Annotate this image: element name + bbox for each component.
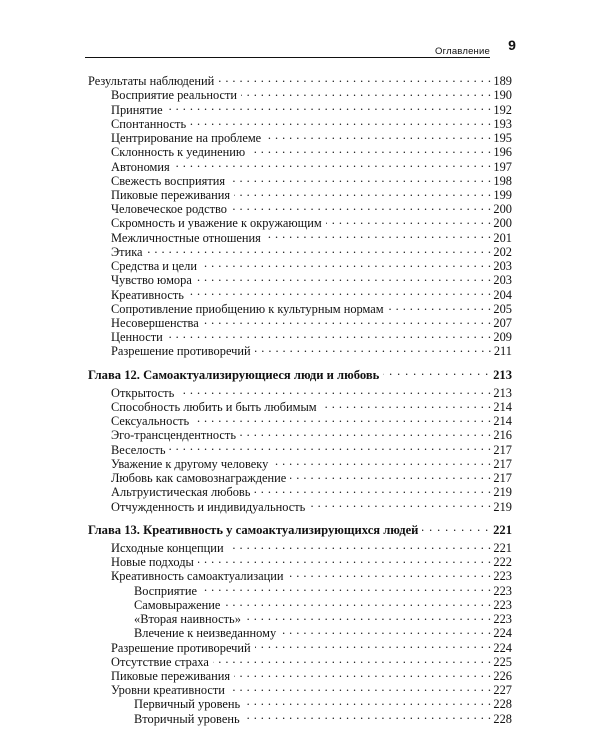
toc-leader-dots <box>255 341 492 355</box>
toc-entry-page: 217 <box>493 442 512 457</box>
page-number: 9 <box>508 37 516 53</box>
toc-entry-label: Восприятие <box>134 583 197 598</box>
toc-leader-dots <box>169 439 491 453</box>
toc-leader-dots <box>231 199 491 213</box>
toc-entry-page: 198 <box>493 173 512 188</box>
toc-leader-dots <box>196 270 492 284</box>
toc-leader-dots <box>255 637 492 651</box>
toc-entry-label: Открытость <box>111 385 175 400</box>
toc-entry-page: 193 <box>493 116 512 131</box>
toc-leader-dots <box>203 313 492 327</box>
running-head-title: Оглавление <box>435 45 490 57</box>
toc-leader-dots <box>201 256 491 270</box>
toc-entry-page: 221 <box>493 522 512 537</box>
toc-entry-page: 192 <box>493 102 512 117</box>
toc-leader-dots <box>280 623 491 637</box>
toc-entry-row[interactable] <box>88 383 512 400</box>
toc-leader-dots <box>388 299 492 313</box>
toc-entry-page: 214 <box>493 414 512 429</box>
toc-entry-label: «Вторая наивность» <box>134 612 241 627</box>
toc-entry-row[interactable] <box>88 242 512 259</box>
toc-entry-label: Исходные концепции <box>111 541 224 555</box>
toc-leader-dots <box>229 680 492 694</box>
toc-leader-dots <box>234 185 491 199</box>
toc-entry-page: 200 <box>493 216 512 231</box>
toc-entry-page: 203 <box>493 259 512 274</box>
toc-entry-label: Эго-трансцендентность <box>111 428 236 443</box>
toc-entry-page: 224 <box>493 626 512 641</box>
toc-entry-page: 219 <box>493 499 512 514</box>
toc-entry-label: Восприятие реальности <box>111 88 238 103</box>
toc-leader-dots <box>190 114 491 128</box>
toc-entry-page: 195 <box>493 131 512 146</box>
toc-entry-label: Автономия <box>111 159 170 174</box>
toc-entry-page: 223 <box>493 597 512 612</box>
toc-entry-page: 223 <box>493 569 512 584</box>
toc-entry-label: Самовыражение <box>134 597 221 612</box>
toc-entry-label: Пиковые переживания <box>111 187 231 202</box>
toc-entry-row[interactable] <box>88 256 512 274</box>
toc-leader-dots <box>309 496 491 510</box>
toc-entry-page: 213 <box>493 367 512 382</box>
toc-entry-page: 203 <box>493 273 512 288</box>
toc-entry-label: Веселость <box>111 442 166 457</box>
toc-leader-dots <box>234 666 491 680</box>
toc-leader-dots <box>288 566 492 580</box>
toc-entry-label: Уровни креативности <box>111 683 225 698</box>
toc-entry-page: 190 <box>493 88 512 103</box>
toc-entry-label: Разрешение противоречий <box>111 640 251 655</box>
toc-entry-label: Влечение к неизведанному <box>134 626 277 641</box>
toc-leader-dots <box>422 520 489 534</box>
toc-leader-dots <box>218 71 491 85</box>
toc-entry-page: 200 <box>493 202 512 217</box>
toc-entry-label: Новые подходы <box>111 555 194 570</box>
toc-entry-row[interactable] <box>88 71 512 89</box>
toc-entry-label: Уважение к другому человеку <box>111 456 269 471</box>
toc-leader-dots <box>167 327 492 341</box>
toc-entry-label: Результаты наблюдений <box>88 74 215 89</box>
toc-entry-page: 223 <box>493 612 512 627</box>
toc-leader-dots <box>290 468 491 482</box>
toc-leader-dots <box>224 595 491 609</box>
toc-leader-dots <box>193 411 491 425</box>
toc-leader-dots <box>249 142 491 156</box>
toc-leader-dots <box>228 538 492 552</box>
toc-leader-dots <box>229 171 491 185</box>
toc-entry-label: Способность любить и быть любимым <box>111 400 317 415</box>
toc-entry-label: Этика <box>111 244 143 259</box>
toc-entry-label: Свежесть восприятия <box>111 173 226 188</box>
toc-entry-page: 201 <box>493 230 512 245</box>
toc-entry-page: 197 <box>493 159 512 174</box>
toc-entry-label: Отчужденность и индивидуальность <box>111 499 306 514</box>
toc-entry-label: Скромность и уважение к окружающим <box>111 216 322 231</box>
toc-entry-label: Альтруистическая любовь <box>111 485 251 500</box>
toc-chapter-row[interactable] <box>88 520 512 537</box>
toc-entry-page: 228 <box>493 697 512 712</box>
toc-leader-dots <box>265 128 491 142</box>
toc-entry-label: Вторичный уровень <box>134 711 240 726</box>
toc-leader-dots <box>321 397 492 411</box>
toc-entry-label: Первичный уровень <box>134 697 241 712</box>
toc-entry-label: Сопротивление приобщению к культурным нормам <box>111 301 384 316</box>
toc-leader-dots <box>201 580 491 594</box>
toc-entry-page: 217 <box>493 471 512 486</box>
toc-entry-label: Любовь как самовознаграждение <box>111 471 287 486</box>
toc-leader-dots <box>167 99 492 113</box>
toc-entry-label: Креативность самоактуализации <box>111 569 284 584</box>
toc-leader-dots <box>244 708 492 722</box>
toc-leader-dots <box>383 364 489 378</box>
toc-entry-page: 225 <box>493 654 512 669</box>
toc-leader-dots <box>178 383 491 397</box>
toc-leader-dots <box>241 85 491 99</box>
toc-leader-dots <box>254 482 491 496</box>
toc-leader-dots <box>326 213 492 227</box>
toc-entry-page: 205 <box>493 301 512 316</box>
toc-entry-label: Пиковые переживания <box>111 668 231 683</box>
toc-entry-label: Человеческое родство <box>111 202 227 217</box>
toc-entry-label: Межличностные отношения <box>111 230 261 245</box>
toc-leader-dots <box>174 156 492 170</box>
toc-leader-dots <box>147 242 492 256</box>
toc-entry-row[interactable] <box>88 538 512 555</box>
toc-entry-page: 199 <box>493 187 512 202</box>
running-head <box>85 36 490 58</box>
toc-entry-label: Глава 12. Самоактуализирующиеся люди и любовь <box>88 367 380 382</box>
toc-entry-page: 202 <box>493 244 512 259</box>
toc-entry-label: Принятие <box>111 102 163 117</box>
toc-entry-label: Средства и цели <box>111 259 197 274</box>
toc-entry-label: Глава 13. Креативность у самоактуализирующихся людей <box>88 522 419 537</box>
toc-entry-label: Разрешение противоречий <box>111 344 251 359</box>
toc-leader-dots <box>265 227 492 241</box>
toc-entry-page: 214 <box>493 400 512 415</box>
toc-entry-label: Спонтанность <box>111 116 187 131</box>
toc-chapter-row[interactable] <box>88 364 512 382</box>
toc-leader-dots <box>244 694 491 708</box>
toc-leader-dots <box>245 609 492 623</box>
toc-leader-dots <box>240 425 491 439</box>
toc-entry-page: 223 <box>493 583 512 598</box>
table-of-contents <box>88 71 512 726</box>
toc-entry-label: Ценности <box>111 330 163 345</box>
toc-entry-page: 213 <box>493 385 512 400</box>
toc-entry-page: 211 <box>493 344 512 359</box>
toc-entry-page: 227 <box>493 683 512 698</box>
toc-entry-label: Отсутствие страха <box>111 654 209 669</box>
toc-entry-page: 219 <box>493 485 512 500</box>
toc-leader-dots <box>213 652 492 666</box>
toc-leader-dots <box>188 284 492 298</box>
toc-entry-page: 221 <box>493 541 512 555</box>
toc-entry-page: 217 <box>493 456 512 471</box>
toc-entry-label: Сексуальность <box>111 414 190 429</box>
toc-entry-label: Несовершенства <box>111 315 199 330</box>
toc-entry-label: Чувство юмора <box>111 273 192 288</box>
toc-entry-page: 209 <box>493 330 512 345</box>
toc-entry-label: Склонность к уединению <box>111 145 246 160</box>
toc-entry-page: 207 <box>493 315 512 330</box>
toc-entry-page: 226 <box>493 668 512 683</box>
toc-entry-label: Креативность <box>111 287 184 302</box>
toc-leader-dots <box>272 454 491 468</box>
toc-entry-page: 228 <box>493 711 512 726</box>
toc-entry-page: 224 <box>493 640 512 655</box>
toc-leader-dots <box>198 552 492 566</box>
toc-entry-page: 222 <box>493 555 512 570</box>
toc-entry-page: 196 <box>493 145 512 160</box>
toc-entry-page: 216 <box>493 428 512 443</box>
toc-entry-label: Центрирование на проблеме <box>111 131 262 146</box>
toc-entry-page: 204 <box>493 287 512 302</box>
toc-entry-page: 189 <box>493 74 512 89</box>
